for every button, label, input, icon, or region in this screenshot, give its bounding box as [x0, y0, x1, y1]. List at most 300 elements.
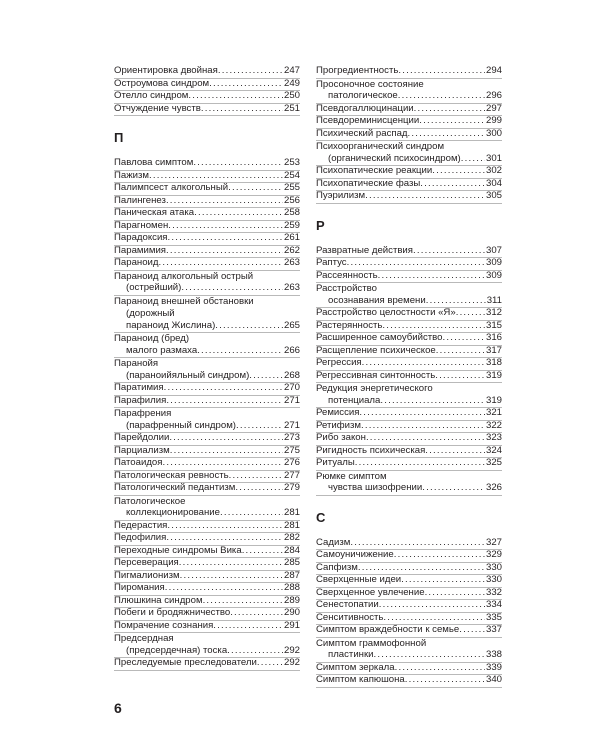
toc-page-number: 254	[283, 169, 300, 181]
toc-entry[interactable]	[114, 271, 300, 296]
toc-entry-title: Палингенез	[114, 194, 166, 206]
toc-entry-line	[316, 128, 502, 141]
toc-dot-leader	[378, 270, 485, 283]
toc-entry-title: Самоуничижение	[316, 549, 394, 560]
toc-dot-leader	[432, 165, 485, 178]
toc-entry-line	[316, 420, 502, 433]
toc-page-number: 300	[485, 127, 502, 139]
toc-right-column	[316, 66, 502, 688]
toc-page-number: 330	[485, 561, 502, 573]
toc-page-number: 316	[485, 332, 502, 343]
toc-entry-line	[316, 65, 502, 78]
toc-dot-leader	[209, 78, 283, 91]
toc-page-number: 290	[283, 607, 300, 618]
toc-entry-line	[114, 78, 300, 91]
toc-dot-leader	[197, 345, 283, 358]
toc-entry-line	[316, 345, 502, 358]
toc-entry[interactable]	[316, 283, 502, 308]
toc-entry-line	[114, 607, 300, 620]
toc-page-number: 276	[283, 457, 300, 468]
toc-entry-title: Симптом капюшона	[316, 674, 405, 685]
toc-dot-leader	[227, 645, 283, 658]
toc-entry-line	[114, 257, 300, 270]
section-gap	[114, 116, 300, 126]
toc-page-number: 265	[283, 319, 300, 331]
toc-page-number: 319	[485, 369, 502, 381]
toc-entry-line	[316, 307, 502, 320]
toc-entry-line	[114, 570, 300, 583]
toc-page-number: 315	[485, 319, 502, 331]
toc-dot-leader	[420, 178, 485, 191]
toc-entry-line	[114, 245, 300, 258]
toc-dot-leader	[405, 674, 485, 687]
toc-entry-line	[114, 457, 300, 470]
toc-page-number: 284	[283, 544, 300, 556]
toc-entry-line	[114, 657, 300, 670]
toc-dot-leader	[169, 432, 283, 445]
toc-dot-leader	[165, 582, 283, 595]
toc-entry[interactable]	[316, 66, 502, 79]
toc-dot-leader	[188, 90, 283, 103]
toc-dot-leader	[164, 382, 283, 395]
toc-entry-line	[114, 157, 300, 170]
toc-entry-line	[114, 395, 300, 408]
toc-dot-leader	[426, 295, 486, 308]
toc-entry-title: Пажизм	[114, 169, 150, 181]
toc-entry-title-line: Патологическое	[114, 495, 186, 507]
toc-entry[interactable]	[316, 471, 502, 496]
toc-page-number: 288	[283, 582, 300, 593]
toc-dot-leader	[230, 607, 283, 620]
toc-entry-title-line: Параноид внешней обстановки	[114, 295, 254, 307]
toc-page-number: 329	[485, 549, 502, 560]
toc-entry-line	[316, 245, 502, 258]
toc-entry[interactable]	[114, 396, 300, 409]
toc-page-number: 337	[485, 624, 502, 635]
toc-entry-line	[316, 357, 502, 370]
toc-entry-line	[114, 370, 300, 383]
toc-entry-title: Помрачение сознания	[114, 619, 214, 631]
toc-entry-title: коллекционирование	[126, 507, 220, 518]
toc-dot-leader	[193, 157, 283, 170]
toc-dot-leader	[242, 545, 283, 558]
toc-dot-leader	[166, 195, 283, 208]
toc-page-number: 296	[485, 90, 502, 101]
toc-entry-line	[114, 382, 300, 395]
toc-entry-title: Сапфизм	[316, 561, 358, 573]
toc-left-column	[114, 66, 300, 671]
toc-entry-title: Симптом враждебности к семье	[316, 624, 460, 635]
toc-dot-leader	[425, 445, 485, 458]
toc-dot-leader	[422, 482, 485, 495]
toc-dot-leader	[419, 115, 485, 128]
toc-page-number: 297	[485, 102, 502, 114]
toc-dot-leader	[220, 507, 283, 520]
toc-entry-title: Раптус	[316, 257, 347, 268]
toc-entry-line	[114, 507, 300, 520]
toc-entry-title: Педофилия	[114, 532, 167, 543]
toc-page-number: 334	[485, 599, 502, 610]
section-gap	[316, 204, 502, 214]
toc-dot-leader	[380, 395, 485, 408]
toc-dot-leader	[382, 320, 485, 333]
toc-dot-leader	[366, 432, 485, 445]
toc-entry-line	[316, 295, 502, 308]
toc-entry-title: Парафилия	[114, 394, 167, 406]
toc-page-number: 330	[485, 574, 502, 585]
toc-dot-leader	[394, 549, 485, 562]
toc-entry-title: Патологический педантизм	[114, 482, 236, 493]
toc-entry-title: Плюшкина синдром	[114, 594, 203, 606]
toc-page-number: 311	[486, 294, 502, 306]
toc-entry[interactable]	[114, 621, 300, 634]
toc-entry-title: Прогредиентность	[316, 65, 399, 76]
toc-entry[interactable]	[316, 371, 502, 384]
toc-page-number: 281	[283, 507, 300, 518]
toc-dot-leader	[168, 232, 283, 245]
toc-page-number: 292	[283, 657, 300, 668]
toc-dot-leader	[358, 562, 485, 575]
toc-entry-title-line: Расстройство	[316, 283, 377, 294]
toc-entry-line	[114, 182, 300, 195]
toc-entry-line	[114, 320, 300, 333]
toc-entry-title: Палимпсест алкогольный	[114, 182, 229, 193]
toc-page-number: 266	[283, 344, 300, 356]
toc-entry-title: Расширенное самоубийство	[316, 332, 443, 343]
toc-entry-title-line: Предсердная	[114, 633, 174, 644]
toc-page-number: 259	[283, 219, 300, 231]
toc-page-number: 309	[485, 257, 502, 268]
toc-page-number: 255	[283, 182, 300, 193]
section-letter-heading: П	[114, 130, 124, 145]
toc-page-number: 324	[485, 444, 502, 456]
toc-page-number: 250	[283, 90, 300, 101]
toc-entry[interactable]	[316, 638, 502, 663]
toc-entry-title: малого размаха	[126, 344, 198, 356]
toc-entry-title: (органический психосиндром)	[328, 152, 461, 164]
toc-dot-leader	[236, 420, 283, 433]
toc-entry-line	[114, 232, 300, 245]
toc-dot-leader	[201, 103, 283, 116]
toc-entry-line	[316, 562, 502, 575]
toc-entry-title: Паническая атака	[114, 207, 195, 218]
toc-entry-title: Регрессивная синтонность	[316, 369, 436, 381]
toc-entry-title: Рассеянность	[316, 269, 378, 281]
section-letter-heading: Р	[316, 217, 325, 233]
toc-page-number: 312	[485, 307, 502, 318]
toc-entry-title-line: Парафрения	[114, 408, 172, 419]
toc-dot-leader	[436, 345, 485, 358]
toc-entry-title: Переходные синдромы Вика	[114, 544, 242, 556]
toc-page-number: 249	[283, 77, 300, 89]
toc-page-number: 258	[283, 207, 300, 218]
toc-entry-title: Садизм	[316, 536, 351, 548]
toc-entry-title: (параноийяльный синдром)	[126, 369, 250, 381]
toc-entry-line	[316, 587, 502, 600]
toc-entry-title: Побеги и бродяжничество	[114, 607, 231, 618]
toc-entry-title: Преследуемые преследователи	[114, 657, 257, 668]
toc-page-number: 325	[485, 457, 502, 468]
toc-entry-line	[316, 432, 502, 445]
toc-entry-line	[316, 574, 502, 587]
toc-entry-line	[114, 470, 300, 483]
toc-entry-line	[114, 207, 300, 220]
toc-dot-leader	[398, 65, 485, 78]
toc-page-number: 263	[283, 257, 300, 268]
toc-entry-line	[316, 674, 502, 687]
toc-page-number: 247	[283, 65, 300, 76]
toc-entry-title: (парафренный синдром)	[126, 419, 236, 431]
toc-entry-title-line: (дорожный	[126, 308, 175, 319]
toc-page-number: 321	[485, 407, 502, 418]
toc-entry-title-line: Просоночное состояние	[316, 78, 424, 90]
toc-page-number: 317	[485, 344, 502, 356]
toc-page-number: 291	[283, 619, 300, 631]
toc-entry-line	[316, 178, 502, 191]
toc-page-number: 302	[485, 165, 502, 176]
toc-dot-leader	[215, 320, 283, 333]
toc-dot-leader	[179, 557, 283, 570]
toc-entry-line	[316, 320, 502, 333]
toc-entry-title: параноид Жислина)	[126, 319, 216, 331]
toc-page-number: 268	[283, 369, 300, 381]
toc-page-number: 307	[485, 244, 502, 256]
toc-page-number: 275	[283, 444, 300, 456]
toc-entry[interactable]	[114, 104, 300, 117]
toc-page-number: 282	[283, 532, 300, 543]
toc-page-number: 309	[485, 269, 502, 281]
toc-dot-leader	[228, 182, 283, 195]
toc-entry-line	[316, 612, 502, 625]
toc-entry-title: Павлова симптом	[114, 157, 194, 168]
toc-dot-leader	[170, 445, 283, 458]
toc-entry-line	[316, 257, 502, 270]
page-number: 6	[114, 700, 122, 716]
toc-entry-title: Рибо закон	[316, 432, 366, 443]
toc-entry-line	[114, 345, 300, 358]
toc-entry-line	[114, 220, 300, 233]
toc-entry-line	[114, 432, 300, 445]
toc-entry[interactable]	[316, 79, 502, 104]
toc-page-number: 256	[283, 194, 300, 206]
toc-entry-title: Парагномен	[114, 219, 169, 231]
toc-entry-line	[316, 457, 502, 470]
toc-entry-title: Сенситивность	[316, 611, 384, 623]
toc-entry-title: Парциализм	[114, 444, 170, 456]
toc-dot-leader	[408, 128, 485, 141]
toc-page-number: 326	[485, 482, 502, 493]
toc-entry-title: Парамимия	[114, 244, 167, 256]
toc-entry-line	[114, 170, 300, 183]
toc-page-number: 335	[485, 611, 502, 623]
toc-page-number: 287	[283, 569, 300, 581]
toc-entry-title: Патоаидоя	[114, 457, 163, 468]
toc-page-number: 319	[485, 394, 502, 406]
toc-entry-title: Развратные действия	[316, 244, 413, 256]
toc-entry[interactable]	[316, 625, 502, 638]
toc-dot-leader	[379, 599, 485, 612]
toc-dot-leader	[218, 65, 283, 78]
toc-entry[interactable]	[114, 658, 300, 671]
toc-dot-leader	[374, 649, 485, 662]
toc-entry[interactable]	[114, 496, 300, 521]
toc-entry[interactable]	[114, 408, 300, 433]
toc-entry[interactable]	[114, 258, 300, 271]
toc-entry[interactable]	[114, 333, 300, 358]
toc-entry-line	[316, 153, 502, 166]
toc-entry[interactable]	[114, 633, 300, 658]
toc-entry-title: Сенестопатии	[316, 599, 379, 610]
toc-dot-leader	[194, 207, 283, 220]
toc-entry-title: патологическое	[328, 90, 398, 101]
toc-dot-leader	[235, 482, 283, 495]
toc-page-number: 294	[485, 65, 502, 76]
toc-dot-leader	[350, 537, 485, 550]
toc-page-number: 279	[283, 482, 300, 493]
toc-dot-leader	[167, 520, 283, 533]
toc-entry-title: Пуэрилизм	[316, 190, 366, 201]
toc-entry-title: осознавания времени	[328, 294, 426, 306]
toc-entry-title: Пигмалионизм	[114, 569, 180, 581]
toc-entry[interactable]	[114, 483, 300, 496]
toc-entry-line	[316, 165, 502, 178]
toc-entry-line	[114, 103, 300, 116]
toc-entry[interactable]	[316, 675, 502, 688]
toc-entry-title: Сверхценные идеи	[316, 574, 402, 585]
toc-entry-title: Псевдогаллюцинации	[316, 102, 414, 114]
toc-page-number: 332	[485, 586, 502, 598]
toc-entry-title: Паратимия	[114, 382, 164, 393]
toc-page-number: 281	[283, 519, 300, 531]
toc-dot-leader	[203, 595, 283, 608]
toc-entry-title: Псевдореминисценции	[316, 115, 420, 126]
toc-entry-line	[316, 190, 502, 203]
toc-entry-line	[316, 103, 502, 116]
toc-entry-line	[316, 370, 502, 383]
toc-entry[interactable]	[114, 296, 300, 334]
toc-page-number: 292	[283, 644, 300, 656]
toc-page-number: 340	[485, 674, 502, 685]
toc-page-number: 289	[283, 594, 300, 606]
toc-entry-line	[316, 624, 502, 637]
toc-entry[interactable]	[316, 383, 502, 408]
toc-entry-line	[114, 532, 300, 545]
toc-dot-leader	[355, 457, 485, 470]
toc-entry[interactable]	[316, 271, 502, 284]
toc-entry-line	[316, 115, 502, 128]
toc-entry-title: Сверхценное увлечение	[316, 586, 425, 598]
toc-page-number: 327	[485, 536, 502, 548]
toc-page-number: 305	[485, 190, 502, 201]
toc-page-number: 323	[485, 432, 502, 443]
toc-dot-leader	[213, 620, 283, 633]
toc-entry-line	[316, 407, 502, 420]
toc-entry-title: Патологическая ревность	[114, 469, 229, 481]
toc-dot-leader	[166, 395, 283, 408]
toc-entry-title: (предсердечная) тоска	[126, 644, 228, 656]
toc-entry-title: Расстройство целостности «Я»	[316, 307, 456, 318]
toc-page-number: 322	[485, 419, 502, 431]
toc-dot-leader	[257, 657, 283, 670]
toc-entry-title: Ретифизм	[316, 419, 361, 431]
toc-entry-title: Остроумова синдром	[114, 77, 210, 89]
toc-entry-title: Отелло синдром	[114, 90, 189, 101]
toc-page-number: 339	[485, 661, 502, 673]
toc-page-number: 299	[485, 115, 502, 126]
toc-entry[interactable]	[316, 141, 502, 166]
toc-entry[interactable]	[316, 458, 502, 471]
toc-entry-title: Парадоксия	[114, 232, 168, 243]
toc-entry[interactable]	[316, 129, 502, 142]
toc-dot-leader	[413, 245, 485, 258]
toc-entry-title: Пиромания	[114, 582, 165, 593]
toc-dot-leader	[459, 624, 485, 637]
toc-entry-line	[316, 537, 502, 550]
toc-dot-leader	[365, 190, 485, 203]
toc-entry-title: Психопатические фазы	[316, 177, 421, 189]
toc-entry-title: Персеверация	[114, 557, 179, 568]
toc-entry-line	[316, 482, 502, 495]
toc-entry-title-line: Рюмке симптом	[316, 470, 387, 482]
toc-entry-title: Расщепление психическое	[316, 344, 436, 356]
toc-page-number: 273	[283, 432, 300, 443]
toc-page-number: 251	[283, 102, 300, 114]
toc-page-number: 301	[485, 152, 502, 164]
toc-dot-leader	[347, 257, 485, 270]
toc-entry-line	[114, 620, 300, 633]
toc-page-number: 253	[283, 157, 300, 168]
toc-entry-line	[114, 482, 300, 495]
toc-entry-title: потенциала	[328, 394, 381, 406]
toc-entry-title-line: Параноид (бред)	[114, 333, 190, 344]
toc-entry-title: Психопатические реакции	[316, 165, 433, 176]
toc-entry-title: Ритуалы	[316, 457, 355, 468]
toc-entry[interactable]	[316, 191, 502, 204]
toc-page-number: 318	[485, 357, 502, 368]
toc-dot-leader	[383, 612, 485, 625]
toc-page-number: 271	[283, 419, 300, 431]
toc-entry-title-line: Паранойя	[114, 358, 159, 369]
toc-entry-title: Ремиссия	[316, 407, 360, 418]
toc-dot-leader	[414, 103, 485, 116]
toc-entry-line	[316, 332, 502, 345]
toc-entry-line	[114, 595, 300, 608]
toc-entry-line	[114, 65, 300, 78]
toc-page-number: 285	[283, 557, 300, 568]
toc-entry-line	[114, 520, 300, 533]
toc-dot-leader	[149, 170, 283, 183]
toc-entry-line	[114, 545, 300, 558]
toc-entry-line	[316, 270, 502, 283]
toc-page-number: 277	[283, 469, 300, 481]
toc-dot-leader	[181, 282, 283, 295]
toc-entry-line	[316, 599, 502, 612]
toc-dot-leader	[168, 220, 283, 233]
toc-page-number: 271	[283, 394, 300, 406]
toc-entry[interactable]	[114, 358, 300, 383]
toc-dot-leader	[162, 457, 283, 470]
toc-page-number: 262	[283, 244, 300, 256]
section-letter-heading: С	[316, 509, 326, 525]
toc-entry-line	[316, 549, 502, 562]
toc-entry-title: Растерянность	[316, 319, 383, 331]
toc-entry-line	[114, 445, 300, 458]
toc-page-number: 270	[283, 382, 300, 393]
toc-page-number: 263	[283, 282, 300, 293]
toc-dot-leader	[461, 153, 485, 166]
toc-dot-leader	[435, 370, 485, 383]
toc-entry-title: Парейдолии	[114, 432, 170, 443]
